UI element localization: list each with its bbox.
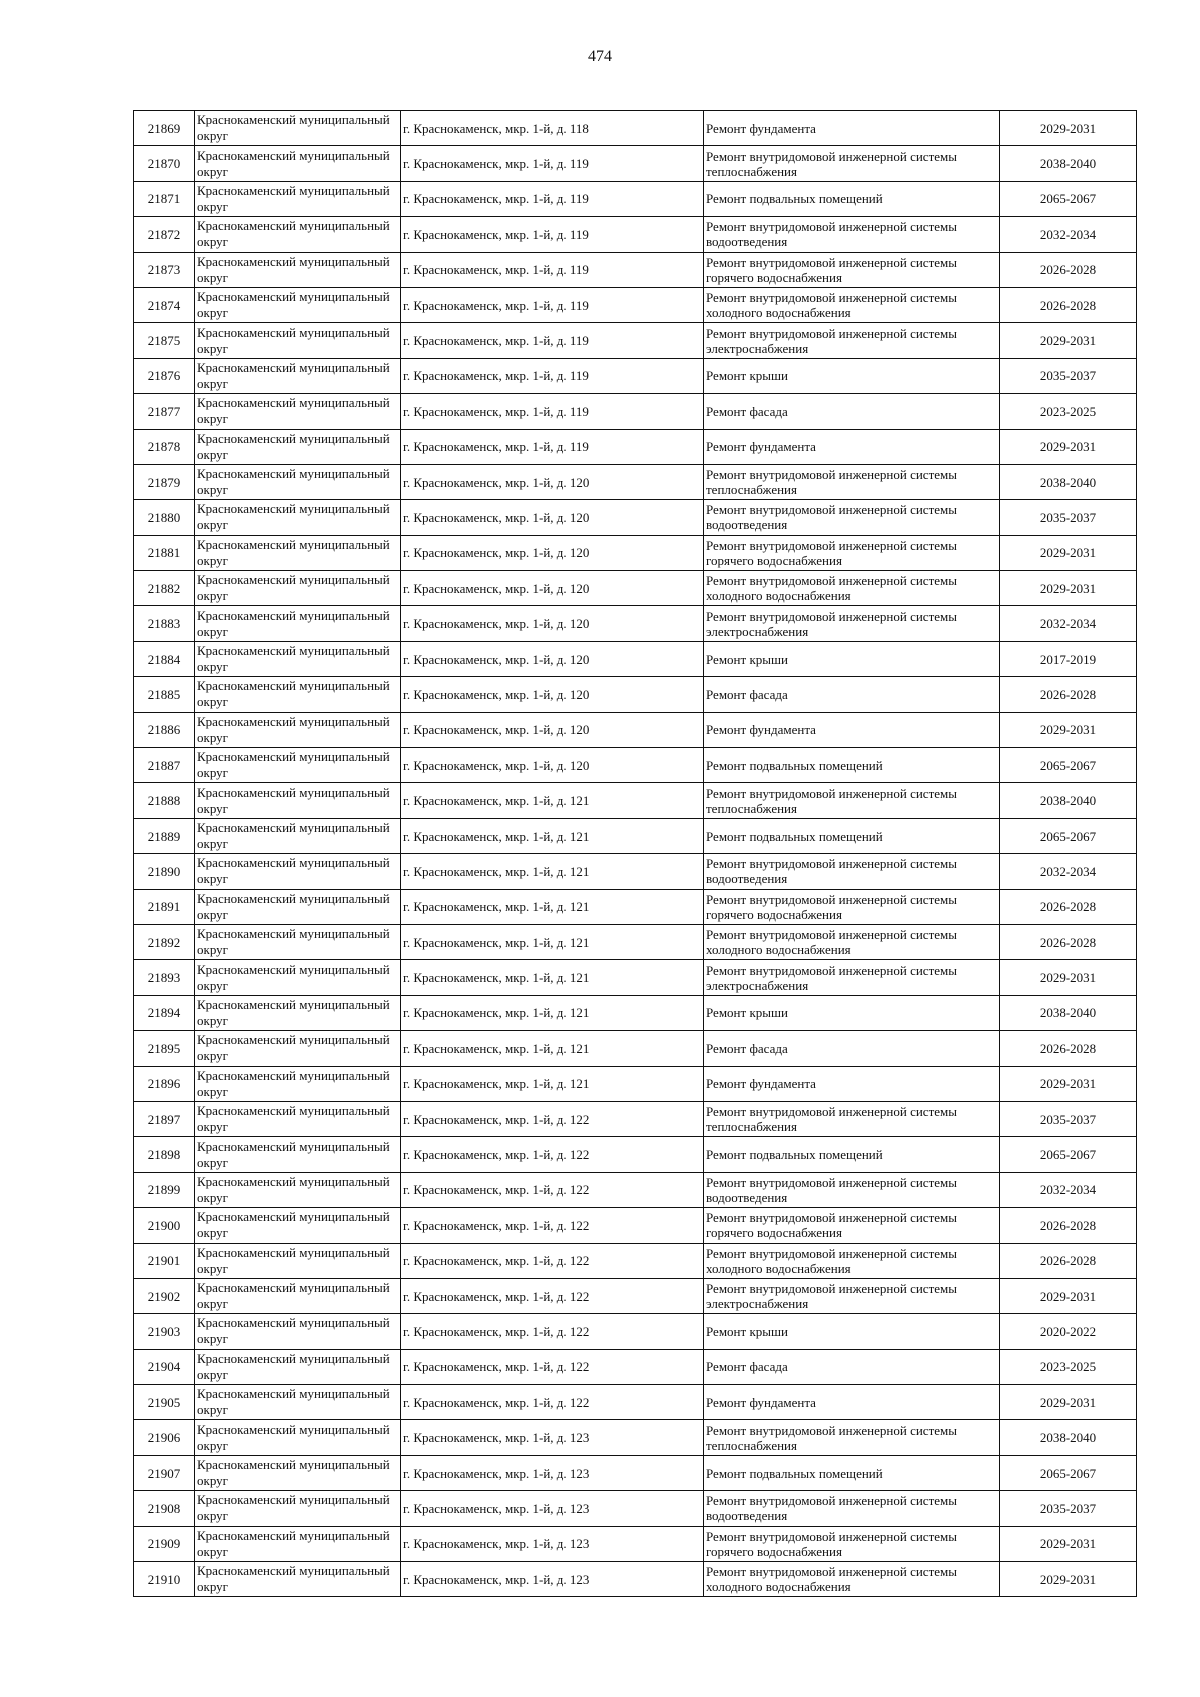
cell-number: 21906 (134, 1420, 195, 1455)
cell-number: 21887 (134, 748, 195, 783)
cell-number: 21878 (134, 429, 195, 464)
cell-number: 21890 (134, 854, 195, 889)
cell-work-type: Ремонт внутридомовой инженерной системы холодного водоснабжения (704, 571, 1000, 606)
cell-work-type: Ремонт внутридомовой инженерной системы холодного водоснабжения (704, 924, 1000, 959)
cell-address: г. Краснокаменск, мкр. 1-й, д. 120 (401, 464, 704, 499)
cell-municipality: Краснокаменский муниципальный округ (195, 287, 401, 322)
cell-work-type: Ремонт фундамента (704, 1066, 1000, 1101)
cell-address: г. Краснокаменск, мкр. 1-й, д. 123 (401, 1562, 704, 1597)
cell-period: 2026-2028 (1000, 1208, 1137, 1243)
cell-work-type: Ремонт внутридомовой инженерной системы холодного водоснабжения (704, 287, 1000, 322)
cell-work-type: Ремонт крыши (704, 1314, 1000, 1349)
cell-number: 21895 (134, 1031, 195, 1066)
cell-work-type: Ремонт крыши (704, 641, 1000, 676)
cell-period: 2026-2028 (1000, 1031, 1137, 1066)
cell-work-type: Ремонт подвальных помещений (704, 818, 1000, 853)
cell-period: 2038-2040 (1000, 995, 1137, 1030)
cell-address: г. Краснокаменск, мкр. 1-й, д. 120 (401, 500, 704, 535)
cell-municipality: Краснокаменский муниципальный округ (195, 1526, 401, 1561)
cell-work-type: Ремонт подвальных помещений (704, 181, 1000, 216)
cell-work-type: Ремонт внутридомовой инженерной системы теплоснабжения (704, 146, 1000, 181)
cell-period: 2029-2031 (1000, 535, 1137, 570)
table-row (134, 1455, 1137, 1490)
cell-number: 21896 (134, 1066, 195, 1101)
cell-period: 2029-2031 (1000, 1385, 1137, 1420)
cell-period: 2029-2031 (1000, 111, 1137, 146)
table-row (134, 1137, 1137, 1172)
cell-number: 21910 (134, 1562, 195, 1597)
cell-period: 2065-2067 (1000, 1137, 1137, 1172)
cell-work-type: Ремонт фасада (704, 677, 1000, 712)
cell-work-type: Ремонт внутридомовой инженерной системы электроснабжения (704, 1278, 1000, 1313)
table-row (134, 1420, 1137, 1455)
cell-work-type: Ремонт внутридомовой инженерной системы горячего водоснабжения (704, 252, 1000, 287)
cell-municipality: Краснокаменский муниципальный округ (195, 358, 401, 393)
cell-number: 21897 (134, 1101, 195, 1136)
cell-address: г. Краснокаменск, мкр. 1-й, д. 121 (401, 960, 704, 995)
table-row (134, 323, 1137, 358)
cell-period: 2026-2028 (1000, 924, 1137, 959)
cell-address: г. Краснокаменск, мкр. 1-й, д. 121 (401, 995, 704, 1030)
cell-work-type: Ремонт внутридомовой инженерной системы холодного водоснабжения (704, 1562, 1000, 1597)
cell-number: 21902 (134, 1278, 195, 1313)
cell-address: г. Краснокаменск, мкр. 1-й, д. 120 (401, 712, 704, 747)
cell-address: г. Краснокаменск, мкр. 1-й, д. 122 (401, 1172, 704, 1207)
cell-work-type: Ремонт фундамента (704, 1385, 1000, 1420)
cell-address: г. Краснокаменск, мкр. 1-й, д. 119 (401, 252, 704, 287)
cell-work-type: Ремонт внутридомовой инженерной системы теплоснабжения (704, 1101, 1000, 1136)
cell-period: 2020-2022 (1000, 1314, 1137, 1349)
cell-period: 2017-2019 (1000, 641, 1137, 676)
cell-work-type: Ремонт подвальных помещений (704, 748, 1000, 783)
cell-number: 21891 (134, 889, 195, 924)
cell-work-type: Ремонт внутридомовой инженерной системы горячего водоснабжения (704, 1208, 1000, 1243)
cell-number: 21907 (134, 1455, 195, 1490)
cell-period: 2029-2031 (1000, 960, 1137, 995)
cell-number: 21883 (134, 606, 195, 641)
cell-work-type: Ремонт фундамента (704, 429, 1000, 464)
cell-municipality: Краснокаменский муниципальный округ (195, 571, 401, 606)
table-row (134, 889, 1137, 924)
cell-work-type: Ремонт фасада (704, 1349, 1000, 1384)
cell-address: г. Краснокаменск, мкр. 1-й, д. 120 (401, 535, 704, 570)
table-row (134, 960, 1137, 995)
table-row (134, 1491, 1137, 1526)
registry-table (133, 110, 1137, 1597)
cell-work-type: Ремонт внутридомовой инженерной системы водоотведения (704, 217, 1000, 252)
cell-address: г. Краснокаменск, мкр. 1-й, д. 120 (401, 606, 704, 641)
cell-number: 21884 (134, 641, 195, 676)
cell-period: 2035-2037 (1000, 500, 1137, 535)
table-row (134, 854, 1137, 889)
table-row (134, 358, 1137, 393)
cell-number: 21903 (134, 1314, 195, 1349)
table-row (134, 1031, 1137, 1066)
cell-work-type: Ремонт внутридомовой инженерной системы водоотведения (704, 1491, 1000, 1526)
cell-address: г. Краснокаменск, мкр. 1-й, д. 122 (401, 1278, 704, 1313)
cell-municipality: Краснокаменский муниципальный округ (195, 1455, 401, 1490)
table-row (134, 394, 1137, 429)
cell-address: г. Краснокаменск, мкр. 1-й, д. 119 (401, 217, 704, 252)
cell-period: 2029-2031 (1000, 1562, 1137, 1597)
cell-municipality: Краснокаменский муниципальный округ (195, 1101, 401, 1136)
table-row (134, 641, 1137, 676)
table-row (134, 1066, 1137, 1101)
cell-number: 21892 (134, 924, 195, 959)
cell-number: 21876 (134, 358, 195, 393)
cell-period: 2026-2028 (1000, 1243, 1137, 1278)
cell-municipality: Краснокаменский муниципальный округ (195, 748, 401, 783)
cell-work-type: Ремонт подвальных помещений (704, 1455, 1000, 1490)
table-row (134, 1314, 1137, 1349)
cell-period: 2038-2040 (1000, 783, 1137, 818)
cell-address: г. Краснокаменск, мкр. 1-й, д. 121 (401, 924, 704, 959)
table-row (134, 1278, 1137, 1313)
cell-address: г. Краснокаменск, мкр. 1-й, д. 123 (401, 1491, 704, 1526)
cell-municipality: Краснокаменский муниципальный округ (195, 146, 401, 181)
cell-municipality: Краснокаменский муниципальный округ (195, 889, 401, 924)
table-row (134, 500, 1137, 535)
cell-period: 2029-2031 (1000, 429, 1137, 464)
cell-work-type: Ремонт внутридомовой инженерной системы теплоснабжения (704, 783, 1000, 818)
cell-address: г. Краснокаменск, мкр. 1-й, д. 119 (401, 146, 704, 181)
table-row (134, 1385, 1137, 1420)
cell-municipality: Краснокаменский муниципальный округ (195, 641, 401, 676)
table-row (134, 252, 1137, 287)
cell-number: 21871 (134, 181, 195, 216)
cell-number: 21875 (134, 323, 195, 358)
cell-municipality: Краснокаменский муниципальный округ (195, 677, 401, 712)
cell-municipality: Краснокаменский муниципальный округ (195, 1208, 401, 1243)
cell-number: 21882 (134, 571, 195, 606)
cell-work-type: Ремонт фасада (704, 394, 1000, 429)
cell-work-type: Ремонт фундамента (704, 111, 1000, 146)
table-row (134, 287, 1137, 322)
cell-municipality: Краснокаменский муниципальный округ (195, 1562, 401, 1597)
table-row (134, 783, 1137, 818)
cell-number: 21909 (134, 1526, 195, 1561)
cell-number: 21869 (134, 111, 195, 146)
cell-period: 2026-2028 (1000, 252, 1137, 287)
cell-number: 21894 (134, 995, 195, 1030)
cell-number: 21898 (134, 1137, 195, 1172)
cell-address: г. Краснокаменск, мкр. 1-й, д. 121 (401, 854, 704, 889)
cell-address: г. Краснокаменск, мкр. 1-й, д. 121 (401, 889, 704, 924)
cell-address: г. Краснокаменск, мкр. 1-й, д. 119 (401, 429, 704, 464)
cell-period: 2029-2031 (1000, 571, 1137, 606)
table-row (134, 1526, 1137, 1561)
cell-address: г. Краснокаменск, мкр. 1-й, д. 122 (401, 1208, 704, 1243)
cell-period: 2065-2067 (1000, 748, 1137, 783)
cell-work-type: Ремонт внутридомовой инженерной системы горячего водоснабжения (704, 535, 1000, 570)
cell-address: г. Краснокаменск, мкр. 1-й, д. 119 (401, 358, 704, 393)
cell-municipality: Краснокаменский муниципальный округ (195, 394, 401, 429)
cell-period: 2038-2040 (1000, 464, 1137, 499)
table-row (134, 146, 1137, 181)
cell-address: г. Краснокаменск, мкр. 1-й, д. 121 (401, 1031, 704, 1066)
cell-number: 21889 (134, 818, 195, 853)
cell-work-type: Ремонт внутридомовой инженерной системы теплоснабжения (704, 1420, 1000, 1455)
registry-table-body (134, 111, 1137, 1597)
cell-municipality: Краснокаменский муниципальный округ (195, 500, 401, 535)
table-row (134, 181, 1137, 216)
cell-period: 2032-2034 (1000, 854, 1137, 889)
cell-municipality: Краснокаменский муниципальный округ (195, 606, 401, 641)
table-row (134, 924, 1137, 959)
cell-number: 21899 (134, 1172, 195, 1207)
cell-number: 21879 (134, 464, 195, 499)
cell-work-type: Ремонт внутридомовой инженерной системы горячего водоснабжения (704, 889, 1000, 924)
cell-address: г. Краснокаменск, мкр. 1-й, д. 122 (401, 1243, 704, 1278)
cell-period: 2038-2040 (1000, 146, 1137, 181)
cell-municipality: Краснокаменский муниципальный округ (195, 1349, 401, 1384)
cell-period: 2065-2067 (1000, 818, 1137, 853)
table-row (134, 217, 1137, 252)
cell-address: г. Краснокаменск, мкр. 1-й, д. 121 (401, 783, 704, 818)
cell-municipality: Краснокаменский муниципальный округ (195, 1491, 401, 1526)
cell-address: г. Краснокаменск, мкр. 1-й, д. 122 (401, 1349, 704, 1384)
cell-period: 2065-2067 (1000, 1455, 1137, 1490)
cell-number: 21893 (134, 960, 195, 995)
cell-work-type: Ремонт внутридомовой инженерной системы горячего водоснабжения (704, 1526, 1000, 1561)
cell-municipality: Краснокаменский муниципальный округ (195, 217, 401, 252)
cell-address: г. Краснокаменск, мкр. 1-й, д. 120 (401, 641, 704, 676)
cell-address: г. Краснокаменск, мкр. 1-й, д. 122 (401, 1314, 704, 1349)
cell-municipality: Краснокаменский муниципальный округ (195, 1172, 401, 1207)
cell-address: г. Краснокаменск, мкр. 1-й, д. 120 (401, 571, 704, 606)
table-row (134, 535, 1137, 570)
cell-municipality: Краснокаменский муниципальный округ (195, 818, 401, 853)
cell-municipality: Краснокаменский муниципальный округ (195, 1031, 401, 1066)
cell-municipality: Краснокаменский муниципальный округ (195, 960, 401, 995)
cell-municipality: Краснокаменский муниципальный округ (195, 1137, 401, 1172)
cell-period: 2023-2025 (1000, 1349, 1137, 1384)
cell-period: 2035-2037 (1000, 358, 1137, 393)
cell-work-type: Ремонт внутридомовой инженерной системы водоотведения (704, 500, 1000, 535)
cell-municipality: Краснокаменский муниципальный округ (195, 252, 401, 287)
cell-work-type: Ремонт внутридомовой инженерной системы электроснабжения (704, 960, 1000, 995)
table-row (134, 111, 1137, 146)
cell-number: 21908 (134, 1491, 195, 1526)
cell-municipality: Краснокаменский муниципальный округ (195, 924, 401, 959)
table-row (134, 1208, 1137, 1243)
cell-number: 21881 (134, 535, 195, 570)
table-row (134, 677, 1137, 712)
cell-period: 2029-2031 (1000, 1066, 1137, 1101)
cell-municipality: Краснокаменский муниципальный округ (195, 1066, 401, 1101)
cell-municipality: Краснокаменский муниципальный округ (195, 323, 401, 358)
cell-period: 2038-2040 (1000, 1420, 1137, 1455)
cell-number: 21886 (134, 712, 195, 747)
cell-number: 21888 (134, 783, 195, 818)
cell-number: 21873 (134, 252, 195, 287)
cell-number: 21874 (134, 287, 195, 322)
cell-number: 21900 (134, 1208, 195, 1243)
table-row (134, 818, 1137, 853)
cell-municipality: Краснокаменский муниципальный округ (195, 712, 401, 747)
cell-address: г. Краснокаменск, мкр. 1-й, д. 120 (401, 748, 704, 783)
cell-address: г. Краснокаменск, мкр. 1-й, д. 119 (401, 287, 704, 322)
cell-address: г. Краснокаменск, мкр. 1-й, д. 121 (401, 818, 704, 853)
cell-address: г. Краснокаменск, мкр. 1-й, д. 118 (401, 111, 704, 146)
cell-work-type: Ремонт фасада (704, 1031, 1000, 1066)
cell-municipality: Краснокаменский муниципальный округ (195, 535, 401, 570)
table-row (134, 995, 1137, 1030)
table-row (134, 1172, 1137, 1207)
cell-municipality: Краснокаменский муниципальный округ (195, 181, 401, 216)
cell-address: г. Краснокаменск, мкр. 1-й, д. 119 (401, 181, 704, 216)
cell-address: г. Краснокаменск, мкр. 1-й, д. 123 (401, 1420, 704, 1455)
cell-number: 21870 (134, 146, 195, 181)
cell-work-type: Ремонт внутридомовой инженерной системы водоотведения (704, 1172, 1000, 1207)
cell-period: 2029-2031 (1000, 1278, 1137, 1313)
table-row (134, 1349, 1137, 1384)
cell-municipality: Краснокаменский муниципальный округ (195, 783, 401, 818)
table-row (134, 1243, 1137, 1278)
cell-municipality: Краснокаменский муниципальный округ (195, 1314, 401, 1349)
cell-period: 2023-2025 (1000, 394, 1137, 429)
page-number: 474 (588, 48, 612, 65)
cell-work-type: Ремонт внутридомовой инженерной системы электроснабжения (704, 606, 1000, 641)
cell-municipality: Краснокаменский муниципальный округ (195, 1278, 401, 1313)
cell-municipality: Краснокаменский муниципальный округ (195, 111, 401, 146)
cell-period: 2035-2037 (1000, 1101, 1137, 1136)
cell-number: 21880 (134, 500, 195, 535)
table-row (134, 464, 1137, 499)
cell-work-type: Ремонт внутридомовой инженерной системы холодного водоснабжения (704, 1243, 1000, 1278)
cell-municipality: Краснокаменский муниципальный округ (195, 995, 401, 1030)
cell-municipality: Краснокаменский муниципальный округ (195, 854, 401, 889)
cell-address: г. Краснокаменск, мкр. 1-й, д. 123 (401, 1526, 704, 1561)
cell-municipality: Краснокаменский муниципальный округ (195, 1385, 401, 1420)
cell-address: г. Краснокаменск, мкр. 1-й, д. 122 (401, 1137, 704, 1172)
cell-work-type: Ремонт крыши (704, 995, 1000, 1030)
cell-number: 21905 (134, 1385, 195, 1420)
cell-period: 2026-2028 (1000, 889, 1137, 924)
cell-work-type: Ремонт внутридомовой инженерной системы водоотведения (704, 854, 1000, 889)
cell-municipality: Краснокаменский муниципальный округ (195, 464, 401, 499)
cell-period: 2035-2037 (1000, 1491, 1137, 1526)
cell-period: 2032-2034 (1000, 606, 1137, 641)
cell-period: 2032-2034 (1000, 1172, 1137, 1207)
cell-address: г. Краснокаменск, мкр. 1-й, д. 123 (401, 1455, 704, 1490)
cell-municipality: Краснокаменский муниципальный округ (195, 429, 401, 464)
cell-work-type: Ремонт фундамента (704, 712, 1000, 747)
cell-municipality: Краснокаменский муниципальный округ (195, 1243, 401, 1278)
cell-work-type: Ремонт внутридомовой инженерной системы электроснабжения (704, 323, 1000, 358)
table-row (134, 1101, 1137, 1136)
cell-period: 2065-2067 (1000, 181, 1137, 216)
table-row (134, 606, 1137, 641)
cell-address: г. Краснокаменск, мкр. 1-й, д. 119 (401, 394, 704, 429)
cell-period: 2026-2028 (1000, 287, 1137, 322)
cell-work-type: Ремонт крыши (704, 358, 1000, 393)
cell-address: г. Краснокаменск, мкр. 1-й, д. 120 (401, 677, 704, 712)
cell-address: г. Краснокаменск, мкр. 1-й, д. 121 (401, 1066, 704, 1101)
cell-work-type: Ремонт внутридомовой инженерной системы теплоснабжения (704, 464, 1000, 499)
cell-period: 2026-2028 (1000, 677, 1137, 712)
table-row (134, 712, 1137, 747)
cell-period: 2032-2034 (1000, 217, 1137, 252)
cell-number: 21885 (134, 677, 195, 712)
cell-address: г. Краснокаменск, мкр. 1-й, д. 119 (401, 323, 704, 358)
cell-period: 2029-2031 (1000, 323, 1137, 358)
table-row (134, 429, 1137, 464)
table-row (134, 571, 1137, 606)
cell-number: 21872 (134, 217, 195, 252)
cell-number: 21877 (134, 394, 195, 429)
cell-number: 21904 (134, 1349, 195, 1384)
cell-address: г. Краснокаменск, мкр. 1-й, д. 122 (401, 1385, 704, 1420)
cell-number: 21901 (134, 1243, 195, 1278)
cell-period: 2029-2031 (1000, 712, 1137, 747)
table-row (134, 748, 1137, 783)
cell-municipality: Краснокаменский муниципальный округ (195, 1420, 401, 1455)
table-row (134, 1562, 1137, 1597)
cell-period: 2029-2031 (1000, 1526, 1137, 1561)
cell-address: г. Краснокаменск, мкр. 1-й, д. 122 (401, 1101, 704, 1136)
cell-work-type: Ремонт подвальных помещений (704, 1137, 1000, 1172)
